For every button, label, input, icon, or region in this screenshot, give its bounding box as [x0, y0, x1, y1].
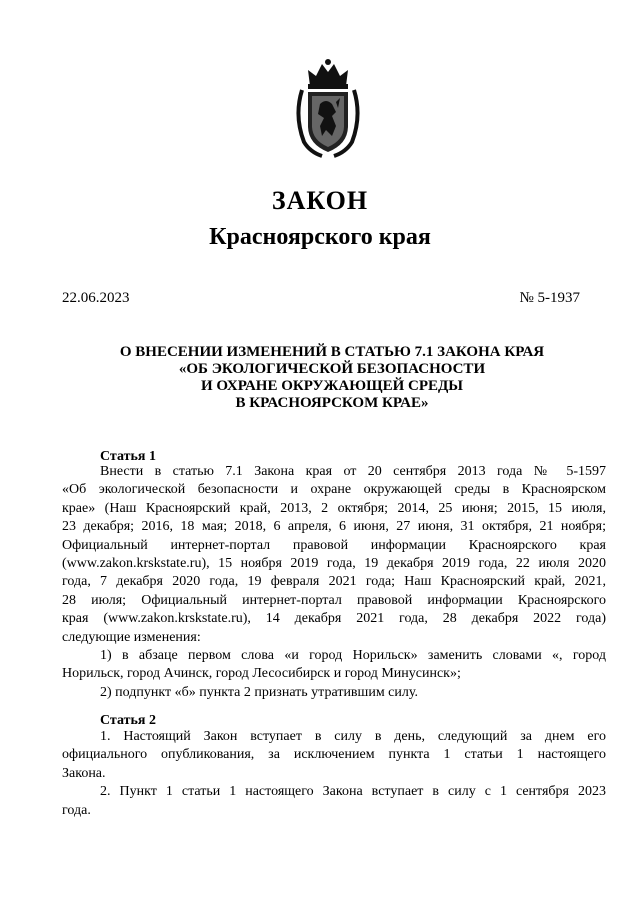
text-line: 28 июля; Официальный интернет-портал правовой информации Красноярского — [62, 592, 606, 608]
text-line: Закона. — [62, 765, 106, 781]
text-line: Внести в статью 7.1 Закона края от 20 сентября 2013 года № 5-1597 — [100, 464, 606, 479]
text-line: «Об экологической безопасности и охране окружающей среды в Красноярском — [62, 482, 606, 498]
heading-line: И ОХРАНЕ ОКРУЖАЮЩЕЙ СРЕДЫ — [200, 378, 464, 394]
text-line: Официальный интернет-портал правовой информации Красноярского края — [62, 537, 606, 553]
text-line: 2. Пункт 1 статьи 1 настоящего Закона вступает в силу с 1 сентября 2023 — [100, 784, 606, 800]
text-line: официального опубликования, за исключением пункта 1 статьи 1 настоящего — [62, 747, 606, 763]
law-heading — [92, 344, 572, 412]
text-line: края (www.zakon.krskstate.ru), 14 декабря 2021 года, 28 декабря 2022 года) — [62, 611, 606, 627]
text-line: 1) в абзаце первом слова «и город Норильск» заменить словами «, город — [100, 648, 606, 664]
text-line: 23 декабря; 2016, 18 мая; 2018, 6 апреля, 6 июня, 27 июня, 31 октября, 21 ноября; — [62, 519, 606, 535]
article-2-title: Статья 2 — [100, 713, 156, 728]
text-line: крае» (Наш Красноярский край, 2013, 2 октября; 2014, 25 июня; 2015, 15 июля, — [62, 500, 606, 516]
text-line: (www.zakon.krskstate.ru), 15 ноября 2019 года, 19 декабря 2019 года, 22 июля 2020 — [62, 556, 606, 572]
article-1-title: Статья 1 — [100, 449, 156, 464]
text-line: 1. Настоящий Закон вступает в силу в день, следующий за днем его — [100, 729, 606, 744]
heading-line: В КРАСНОЯРСКОМ КРАЕ» — [235, 395, 429, 411]
document-date: 22.06.2023 — [62, 290, 130, 306]
text-line: года. — [62, 802, 91, 818]
text-line: следующие изменения: — [62, 629, 201, 645]
text-line: Норильск, город Ачинск, город Лесосибирск и город Минусинск»; — [62, 666, 461, 682]
coat-of-arms-emblem — [292, 56, 364, 160]
article-2-body — [62, 728, 606, 820]
law-title: ЗАКОН — [271, 186, 369, 215]
heading-line: «ОБ ЭКОЛОГИЧЕСКОЙ БЕЗОПАСНОСТИ — [178, 361, 486, 377]
text-line: года, 7 декабря 2020 года, 19 февраля 2021 года; Наш Красноярский край, 2021, — [62, 574, 606, 590]
article-1-body — [62, 463, 606, 702]
region-title: Красноярского края — [209, 224, 431, 250]
text-line: 2) подпункт «б» пункта 2 признать утратившим силу. — [100, 684, 418, 700]
document-number: № 5-1937 — [519, 290, 580, 306]
heading-line: О ВНЕСЕНИИ ИЗМЕНЕНИЙ В СТАТЬЮ 7.1 ЗАКОНА КРАЯ — [119, 344, 545, 360]
